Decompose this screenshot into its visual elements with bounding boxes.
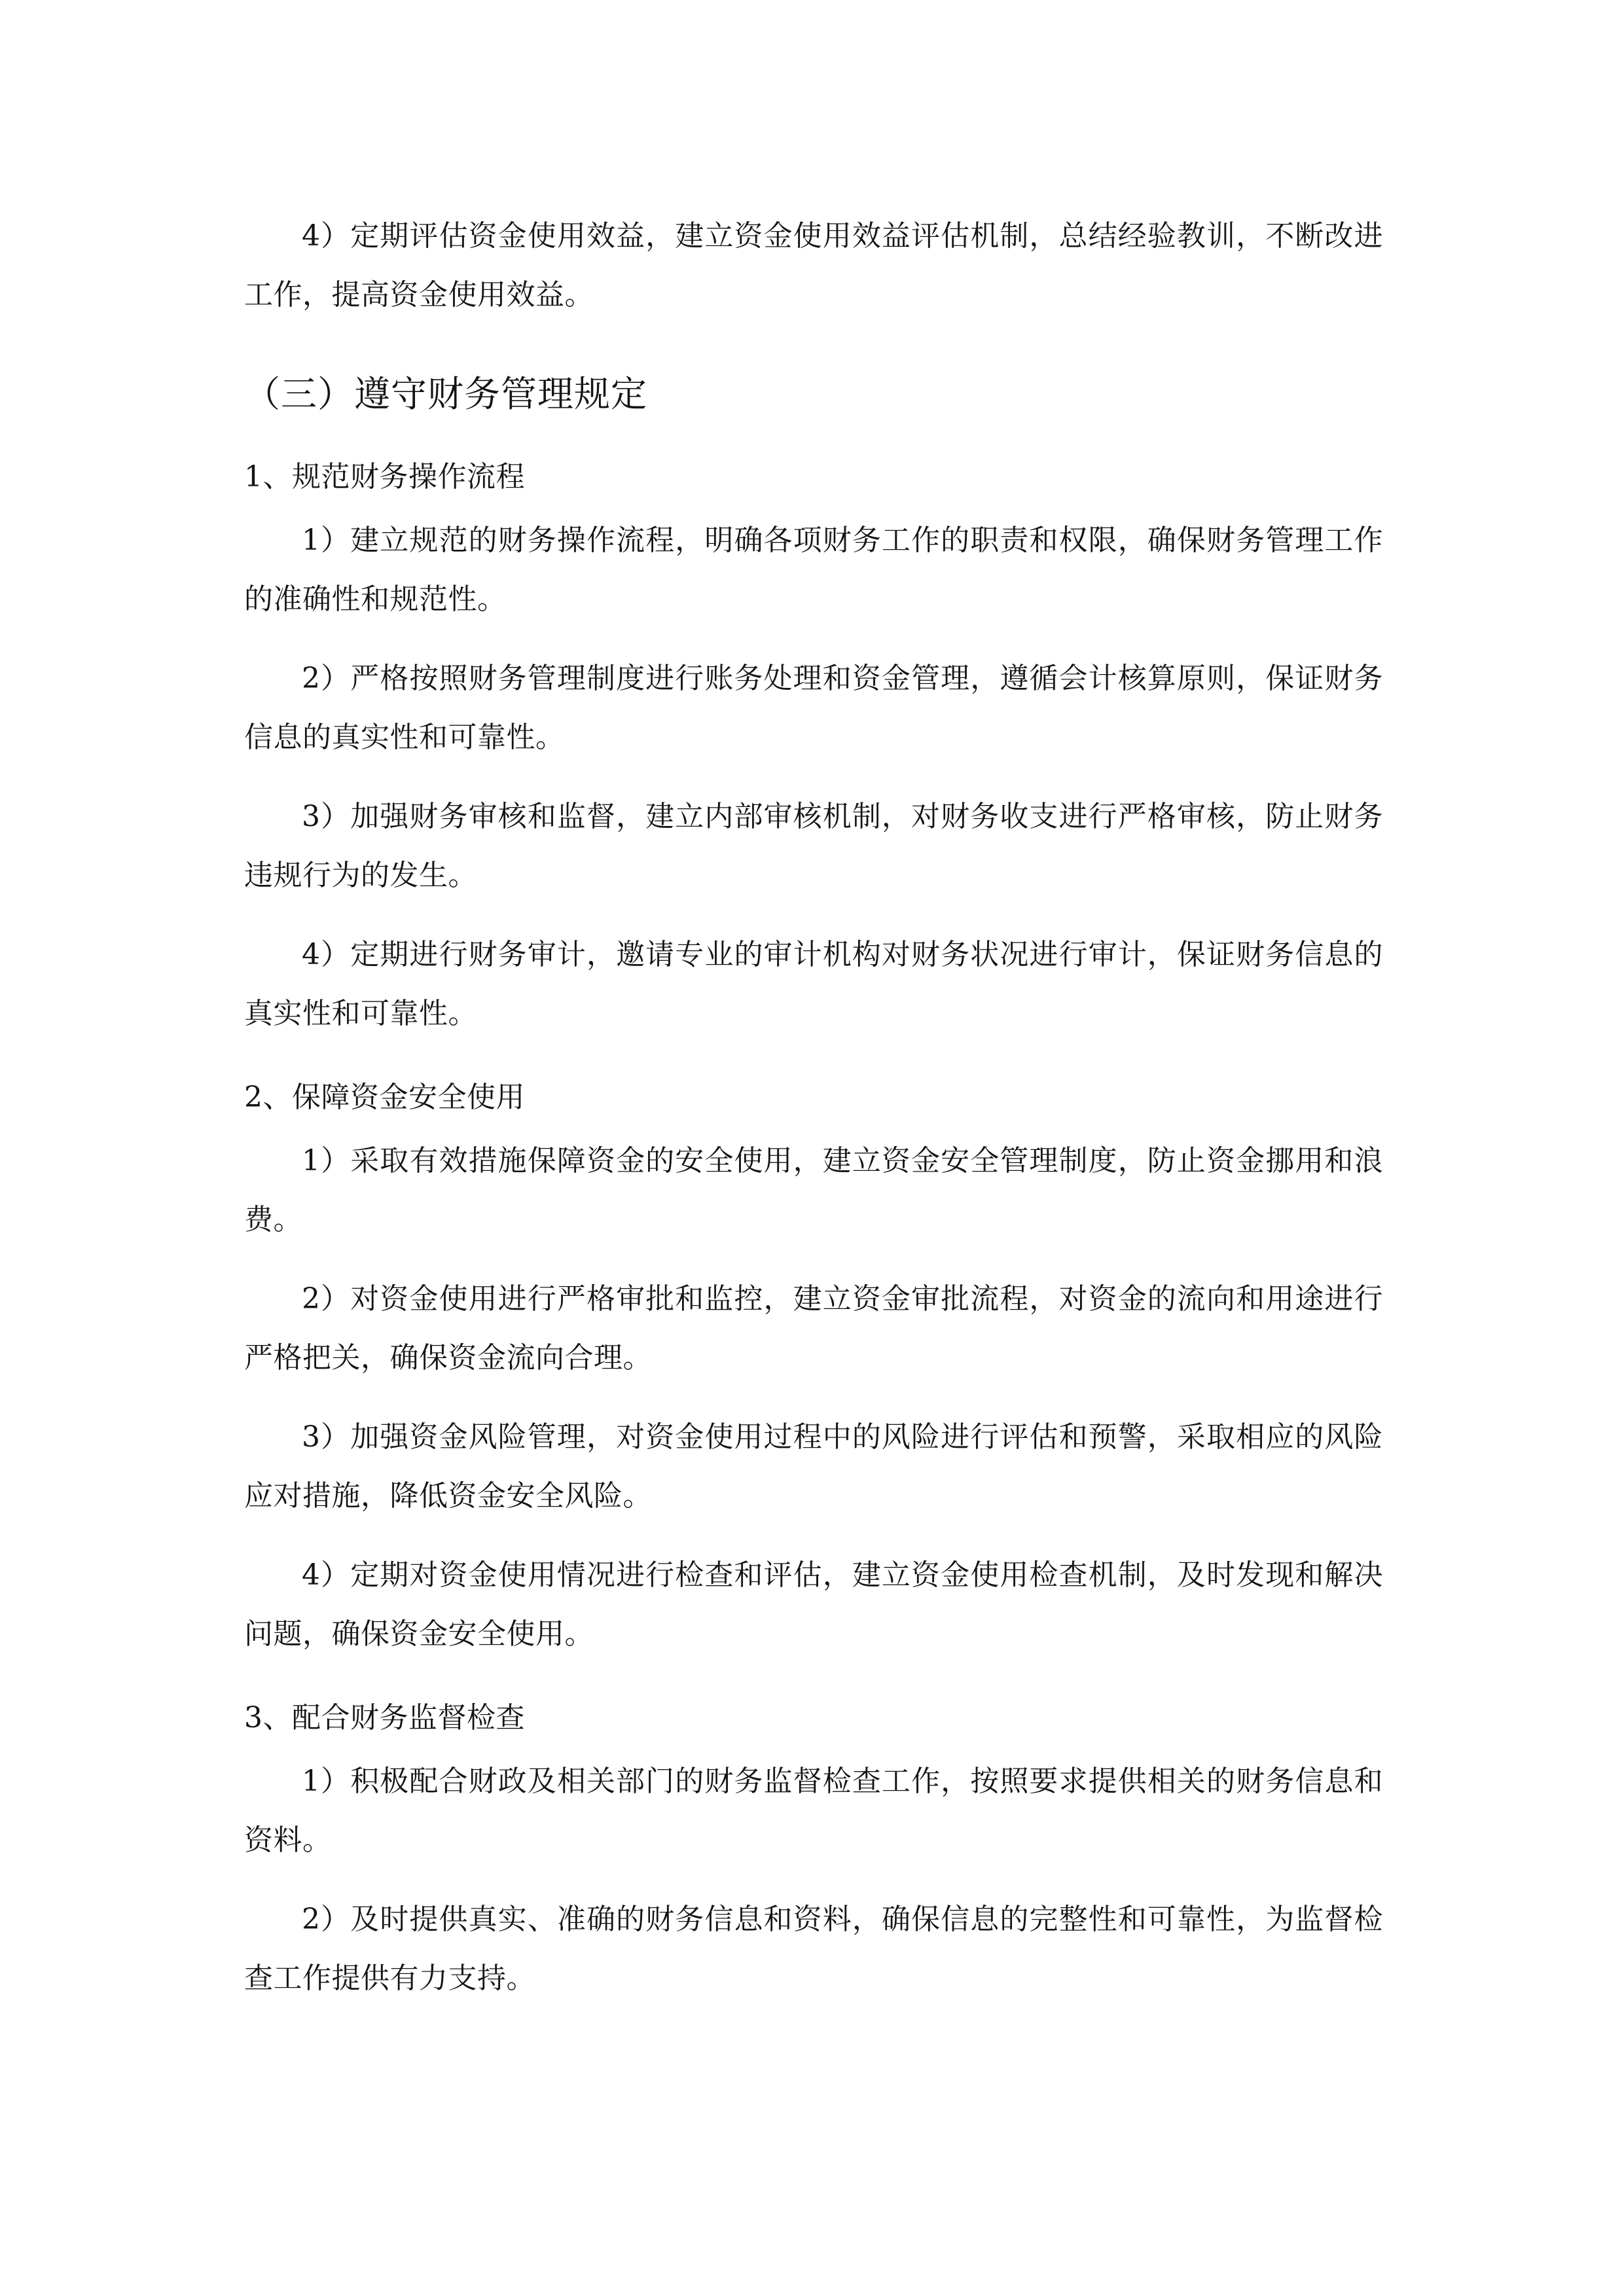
paragraph: 1）建立规范的财务操作流程，明确各项财务工作的职责和权限，确保财务管理工作的准确性和规范性。 <box>244 524 1383 616</box>
subsection-title: 3、配合财务监督检查 <box>244 1701 525 1734</box>
subsection-title: 1、规范财务操作流程 <box>244 460 525 493</box>
subsection-financial-procedures <box>244 443 1383 1043</box>
paragraph: 2）对资金使用进行严格审批和监控，建立资金审批流程，对资金的流向和用途进行严格把关，确保资金流向合理。 <box>244 1282 1383 1374</box>
paragraph: 4）定期对资金使用情况进行检查和评估，建立资金使用检查机制，及时发现和解决问题，确保资金安全使用。 <box>244 1558 1383 1651</box>
subsection-supervision <box>244 1684 1383 2008</box>
paragraph: 1）采取有效措施保障资金的安全使用，建立资金安全管理制度，防止资金挪用和浪费。 <box>244 1144 1383 1236</box>
subsection-title: 2、保障资金安全使用 <box>244 1081 525 1114</box>
subsection-fund-safety <box>244 1064 1383 1664</box>
document-body <box>244 207 1383 2028</box>
paragraph: 2）严格按照财务管理制度进行账务处理和资金管理，遵循会计核算原则，保证财务信息的真实性和可靠性。 <box>244 662 1383 754</box>
paragraph: 2）及时提供真实、准确的财务信息和资料，确保信息的完整性和可靠性，为监督检查工作提供有力支持。 <box>244 1903 1383 1995</box>
paragraph: 3）加强财务审核和监督，建立内部审核机制，对财务收支进行严格审核，防止财务违规行为的发生。 <box>244 800 1383 892</box>
paragraph: 1）积极配合财政及相关部门的财务监督检查工作，按照要求提供相关的财务信息和资料。 <box>244 1765 1383 1857</box>
paragraph: 4）定期进行财务审计，邀请专业的审计机构对财务状况进行审计，保证财务信息的真实性和可靠性。 <box>244 938 1383 1030</box>
intro-paragraph: 4）定期评估资金使用效益，建立资金使用效益评估机制，总结经验教训，不断改进工作，提高资金使用效益。 <box>244 219 1383 312</box>
paragraph: 3）加强资金风险管理，对资金使用过程中的风险进行评估和预警，采取相应的风险应对措施，降低资金安全风险。 <box>244 1420 1383 1513</box>
section-heading: （三）遵守财务管理规定 <box>244 373 648 415</box>
